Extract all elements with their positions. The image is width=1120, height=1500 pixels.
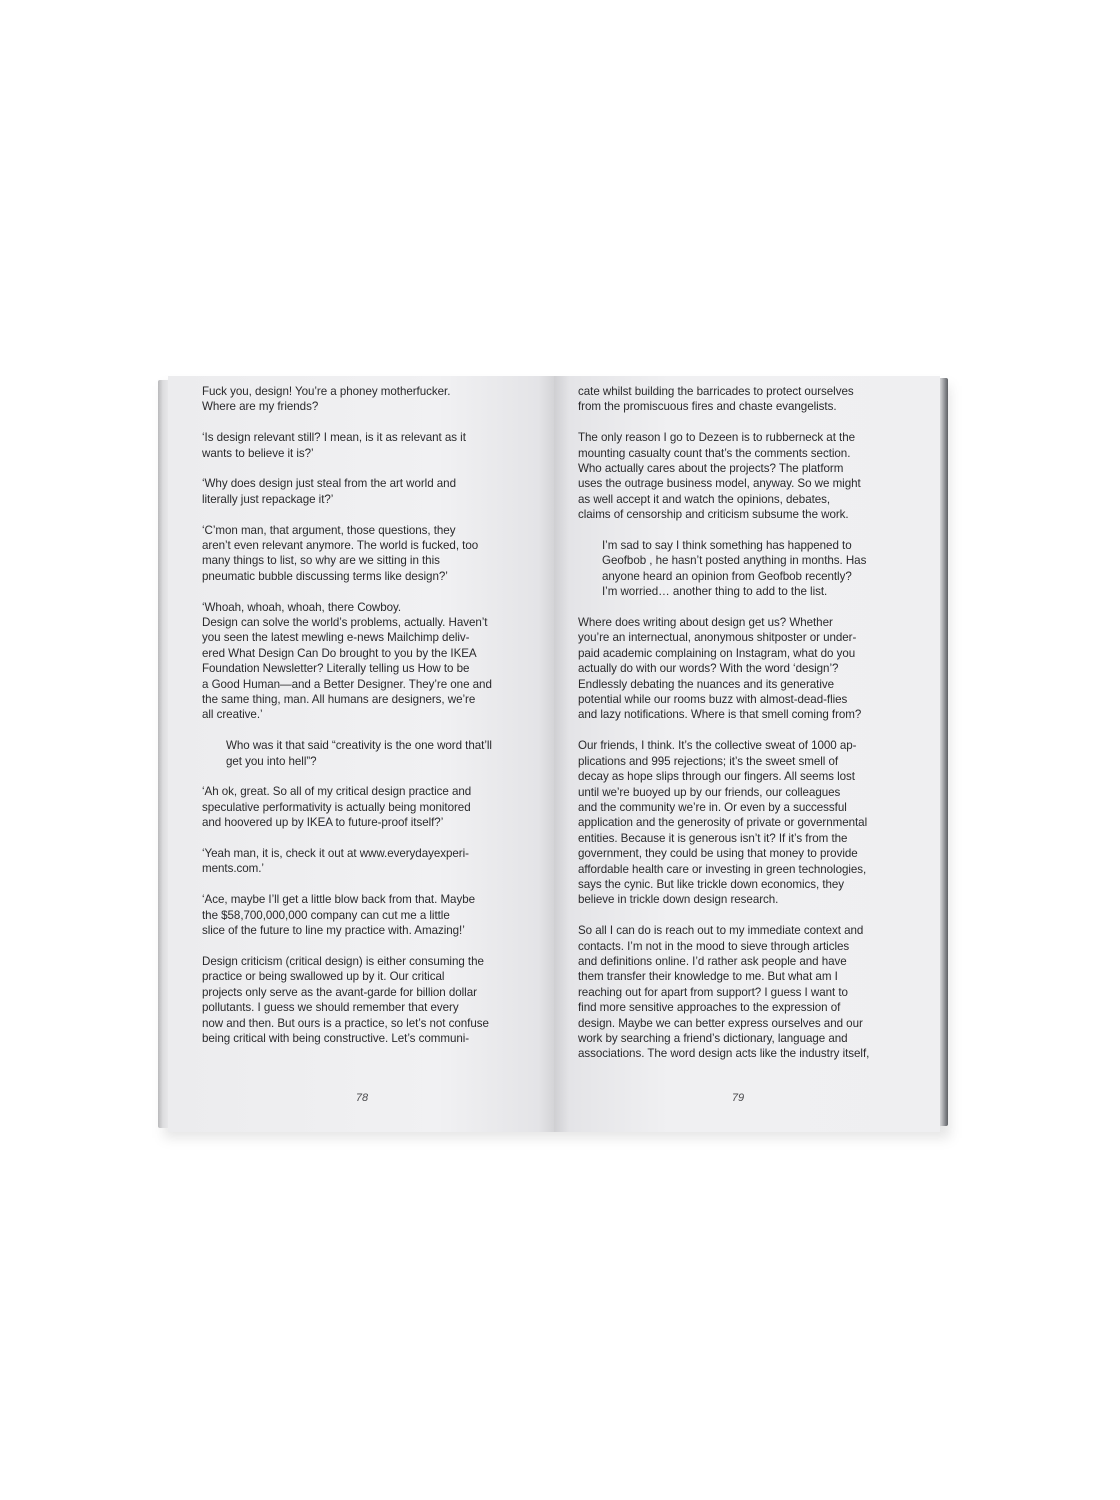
text-line: application and the generosity of private or governmental: [578, 816, 868, 830]
text-line: ‘C’mon man, that argument, those questions, they: [202, 523, 456, 537]
text-line: paid academic complaining on Instagram, what do you: [578, 646, 856, 660]
paragraph: [578, 615, 912, 723]
text-line: Design can solve the world’s problems, actually. Haven’t: [202, 616, 488, 630]
text-line: claims of censorship and criticism subsume the work.: [578, 508, 849, 522]
text-line: ‘Why does design just steal from the art world and: [202, 477, 456, 491]
text-line: reaching out for apart from support? I guess I want to: [578, 985, 848, 999]
text-line: many things to list, so why are we sitting in this: [202, 554, 440, 568]
text-line: work by searching a friend’s dictionary, language and: [578, 1031, 848, 1045]
text-line: Who actually cares about the projects? The platform: [578, 462, 844, 476]
text-line: entities. Because it is generous isn’t it? If it’s from the: [578, 831, 848, 845]
paragraph: [202, 600, 532, 723]
text-line: and the community we’re in. Or even by a successful: [578, 800, 847, 814]
text-line: believe in trickle down design research.: [578, 893, 779, 907]
text-line: practice or being swallowed up by it. Our critical: [202, 970, 445, 984]
text-line: Foundation Newsletter? Literally telling us How to be: [202, 662, 470, 676]
text-line: actually do with our words? With the word ‘design’?: [578, 662, 839, 676]
text-line: and lazy notifications. Where is that smell coming from?: [578, 708, 862, 722]
open-book: [158, 376, 948, 1132]
text-line: and hoovered up by IKEA to future-proof itself?’: [202, 816, 444, 830]
text-line: I’m sad to say I think something has happened to: [602, 539, 852, 553]
text-line: ‘Ah ok, great. So all of my critical design practice and: [202, 785, 472, 799]
text-line: anyone heard an opinion from Geofbob recently?: [602, 569, 852, 583]
text-line: affordable health care or investing in green technologies,: [578, 862, 867, 876]
text-line: find more sensitive approaches to the expression of: [578, 1001, 841, 1015]
text-line: cate whilst building the barricades to protect ourselves: [578, 385, 854, 398]
paragraph: [202, 954, 532, 1046]
text-line: ‘Yeah man, it is, check it out at www.everydayexperi-: [202, 847, 469, 861]
text-line: the $58,700,000,000 company can cut me a little: [202, 908, 450, 922]
text-line: the same thing, man. All humans are designers, we’re: [202, 693, 476, 707]
text-line: mounting casualty count that’s the comments section.: [578, 446, 851, 460]
text-line: ‘Is design relevant still? I mean, is it as relevant as it: [202, 431, 466, 445]
text-line: them transfer their knowledge to me. But what am I: [578, 970, 838, 984]
paragraph: [202, 846, 532, 877]
left-page: [168, 376, 554, 1132]
right-page: [554, 376, 940, 1132]
paragraph: [578, 738, 912, 907]
text-line: ered What Design Can Do brought to you by the IKEA: [202, 646, 477, 660]
text-line: get you into hell”?: [226, 754, 317, 768]
text-line: The only reason I go to Dezeen is to rubberneck at the: [578, 431, 856, 445]
paragraph: [578, 384, 912, 415]
paragraph: [202, 476, 532, 507]
text-line: decay as hope slips through our fingers. All seems lost: [578, 770, 855, 784]
paragraph: [202, 523, 532, 585]
text-line: Where does writing about design get us? Whether: [578, 616, 833, 630]
left-page-text: [202, 384, 532, 1062]
text-line: uses the outrage business model, anyway. So we might: [578, 477, 861, 491]
text-line: ‘Whoah, whoah, whoah, there Cowboy.: [202, 600, 402, 614]
text-line: Endlessly debating the nuances and its generative: [578, 677, 835, 691]
text-line: speculative performativity is actually being monitored: [202, 800, 471, 814]
text-line: Design criticism (critical design) is either consuming the: [202, 954, 484, 968]
text-line: and definitions online. I’d rather ask people and have: [578, 954, 847, 968]
text-line: contacts. I’m not in the mood to sieve through articles: [578, 939, 850, 953]
text-line: a Good Human—and a Better Designer. They’re one and: [202, 677, 492, 691]
text-line: now and then. But ours is a practice, so let’s not confuse: [202, 1016, 489, 1030]
paragraph: [202, 784, 532, 830]
text-line: you’re an internectual, anonymous shitposter or under-: [578, 631, 857, 645]
text-line: pollutants. I guess we should remember that every: [202, 1001, 459, 1015]
text-line: associations. The word design acts like the industry itself,: [578, 1047, 870, 1061]
text-line: all creative.’: [202, 708, 263, 722]
text-line: pneumatic bubble discussing terms like design?’: [202, 569, 448, 583]
text-line: Geofbob , he hasn’t posted anything in months. Has: [602, 554, 867, 568]
text-line: aren’t even relevant anymore. The world is fucked, too: [202, 539, 479, 553]
text-line: plications and 995 rejections; it’s the sweet smell of: [578, 754, 839, 768]
text-line: wants to believe it is?’: [202, 446, 314, 460]
paragraph: [578, 430, 912, 522]
paragraph: [578, 923, 912, 1062]
text-line: ‘Ace, maybe I’ll get a little blow back from that. Maybe: [202, 893, 475, 907]
text-line: Our friends, I think. It’s the collective sweat of 1000 ap-: [578, 739, 857, 753]
left-page-number: 78: [355, 1092, 369, 1104]
text-line: So all I can do is reach out to my immediate context and: [578, 924, 864, 938]
text-line: ments.com.’: [202, 862, 264, 876]
paragraph: [202, 892, 532, 938]
text-line: potential while our rooms buzz with almost-dead-flies: [578, 693, 848, 707]
text-line: Who was it that said “creativity is the one word that’ll: [226, 739, 492, 753]
text-line: Where are my friends?: [202, 400, 319, 414]
text-line: being critical with being constructive. Let’s communi-: [202, 1031, 470, 1045]
text-line: projects only serve as the avant-garde for billion dollar: [202, 985, 477, 999]
text-line: government, they could be using that money to provide: [578, 847, 858, 861]
text-line: literally just repackage it?’: [202, 492, 334, 506]
indented-paragraph: [578, 538, 912, 600]
text-line: says the cynic. But like trickle down economics, they: [578, 877, 845, 891]
text-line: as well accept it and watch the opinions, debates,: [578, 492, 831, 506]
right-page-text: [578, 384, 912, 1077]
paragraph: [202, 430, 532, 461]
right-page-number: 79: [731, 1092, 745, 1104]
text-line: slice of the future to line my practice with. Amazing!’: [202, 924, 465, 938]
indented-paragraph: [202, 738, 532, 769]
text-line: design. Maybe we can better express ourselves and our: [578, 1016, 863, 1030]
text-line: I’m worried… another thing to add to the list.: [602, 585, 828, 599]
paragraph: [202, 384, 532, 415]
text-line: until we’re buoyed up by our friends, our colleagues: [578, 785, 841, 799]
text-line: Fuck you, design! You’re a phoney motherfucker.: [202, 385, 451, 398]
text-line: from the promiscuous fires and chaste evangelists.: [578, 400, 837, 414]
text-line: you seen the latest mewling e-news Mailchimp deliv-: [202, 631, 470, 645]
